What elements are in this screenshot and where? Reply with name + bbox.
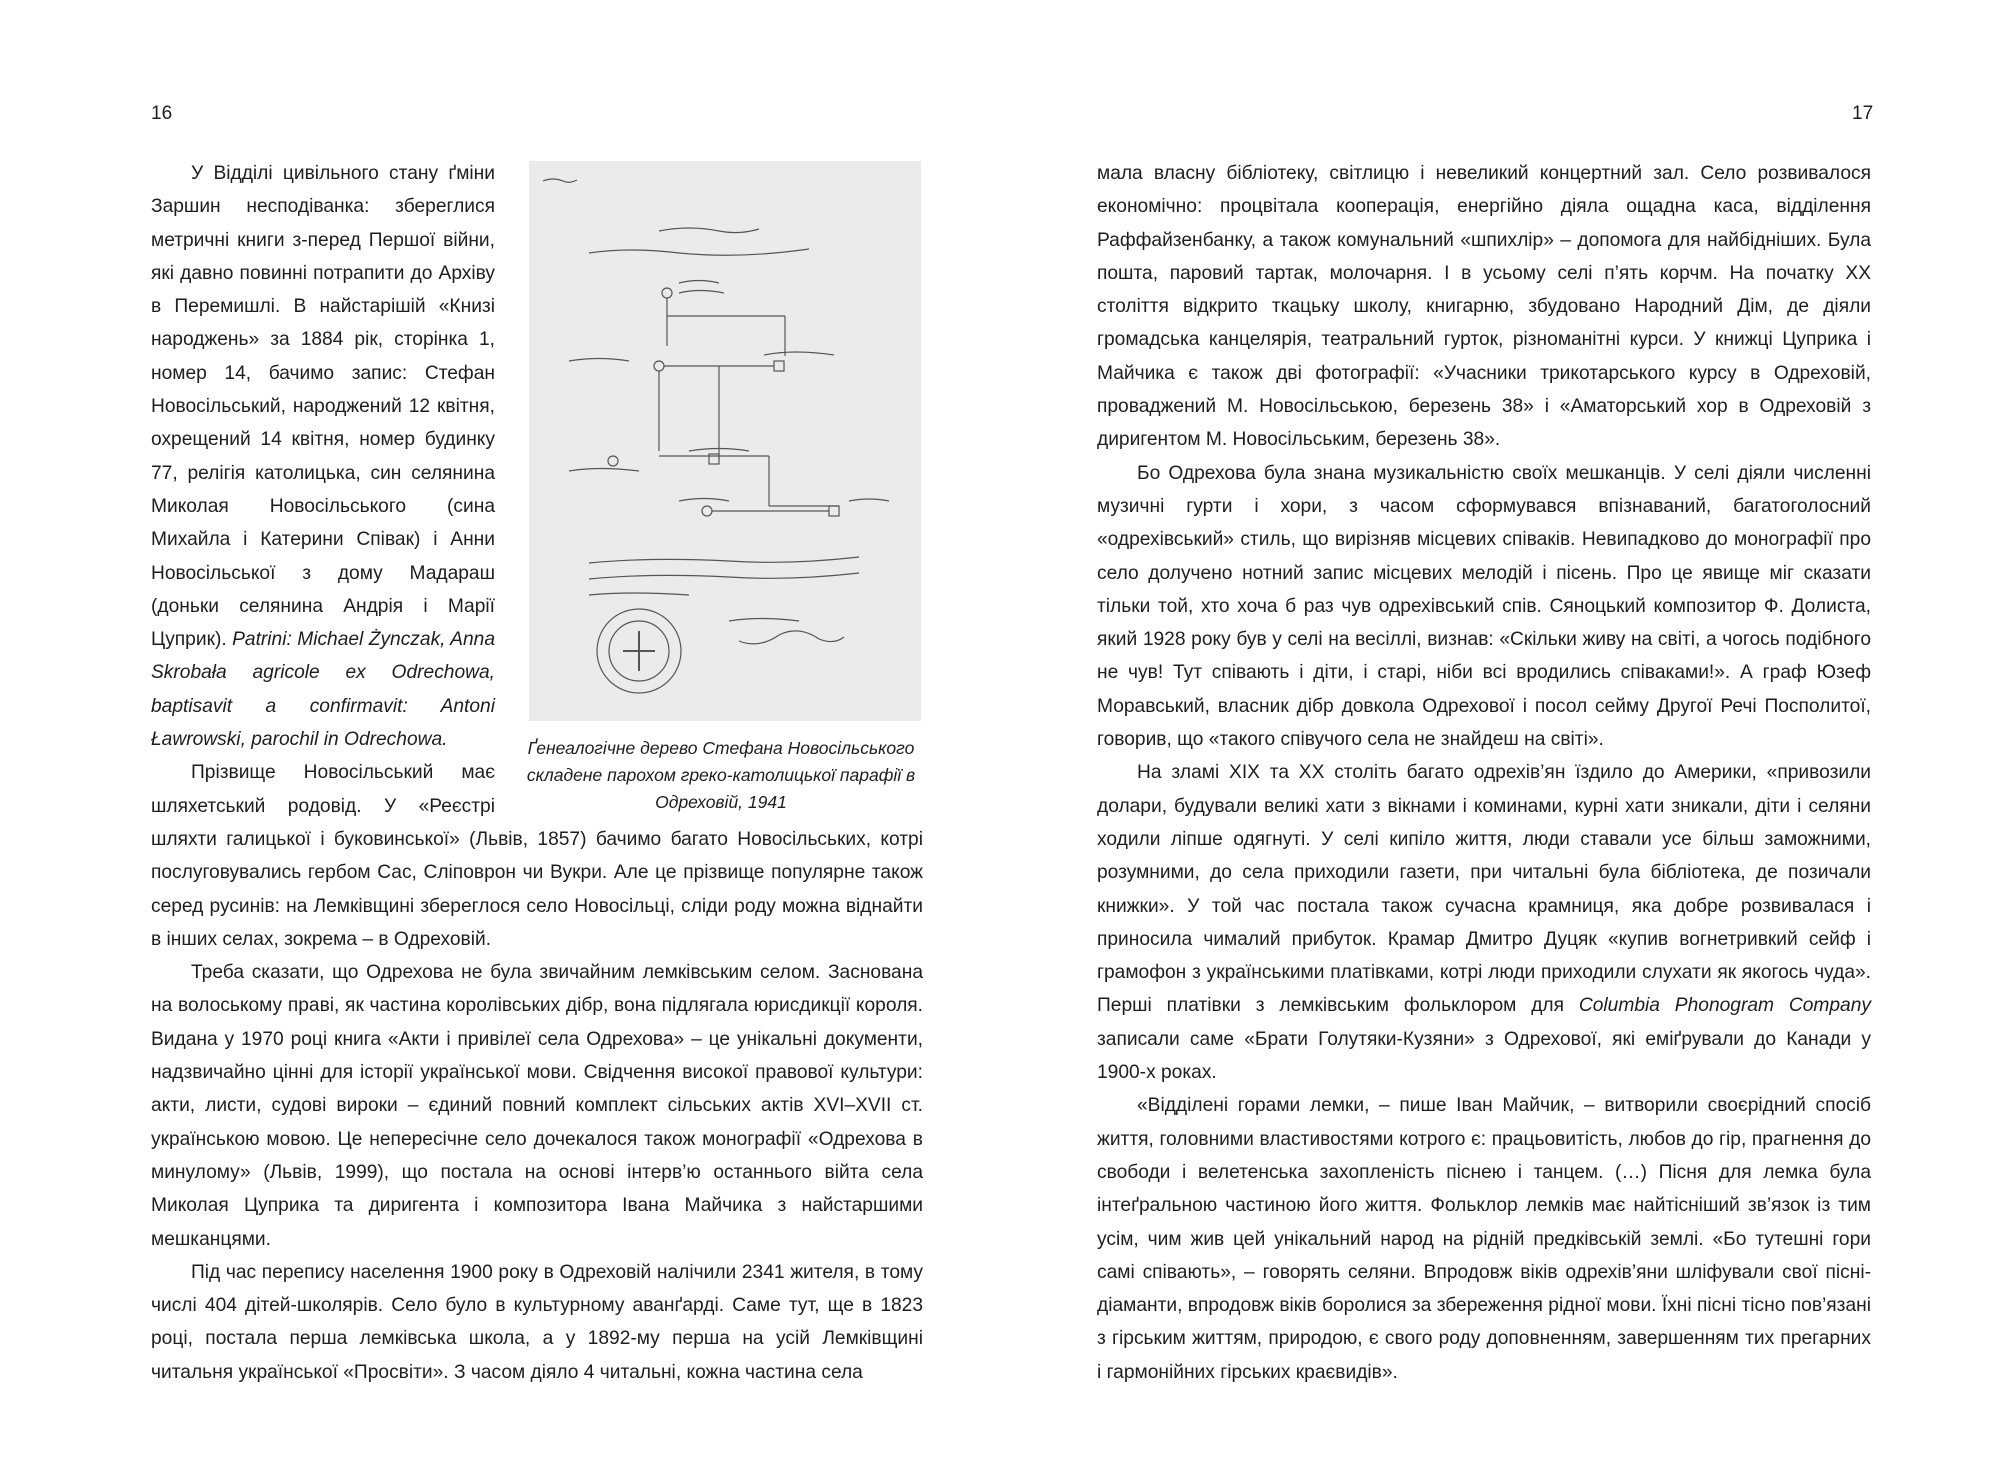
page-number-right: 17 — [1852, 103, 1874, 124]
right-page-column — [1097, 157, 1871, 1389]
right-paragraph-3-end: записали саме «Брати Голутяки-Кузяни» з Одрехової, які еміґрували до Канади у 1900-х роках. — [1097, 1028, 1871, 1084]
left-page-column — [151, 157, 923, 1389]
right-paragraph-3 — [1097, 756, 1871, 1089]
left-paragraph-2: Прізвище Новосільський має шляхетський родовід. У «Реєстрі шляхти галицької і буковинської» (Львів, 1857) бачимо багато Новосільських, котрі послуговувались гербом Сас, Сліповрон чи Вукри. Але це прізвище популярне також серед русинів: на Лемківщині збереглося село Новосільці, сліди роду можна віднайти в інших селах, зокрема – в Одреховій. — [151, 762, 923, 950]
left-paragraph-3: Треба сказати, що Одрехова не була звичайним лемківським селом. Заснована на волоському праві, як частина королівських дібр, вона підлягала юрисдикції короля. Видана у 1970 році книга «Акти і привілеї села Одрехова» – це унікальні документи, надзвичайно цінні для історії української мови. Свідчення високої правової культури: акти, листи, судові вироки – єдиний повний комплект сільських актів XVI–XVII ст. українською мовою. Це непересічне село дочекалося також монографії «Одрехова в минулому» (Львів, 1999), що постала на основі інтерв’ю останнього війта села Миколая Цуприка та диригента і композитора Івана Майчика з найстаршими мешканцями. — [151, 962, 923, 1250]
latin-baptism-record: Patrini: Michael Żynczak, Anna Skrobała agricole ex Odrechowa, baptisavit a confirmavit: Antoni Ławrowski, parochil in Odrechowa. — [151, 629, 495, 751]
right-paragraph-3-start: На зламі XIX та XX століть багато одрехів’ян їздило до Америки, «привозили долари, будували великі хати з вікнами і коминами, курні хати зникали, діти і селяни ходили ліпше одягнуті. У селі кипіло життя, люди ставали усе більш заможними, розумними, до села приходили газети, при читальні була бібліотека, де позичали книжки». У той час постала також сучасна крамниця, яка добре розвивалася і приносила чималий прибуток. Крамар Дмитро Дуцяк «купив вогнетривкий сейф і грамофон з українськими платівками, котрі люди приходили слухати як якогось чуда». Перші платівки з лемківським фольклором для — [1097, 762, 1871, 1017]
left-paragraph-1-text: У Відділі цивільного стану ґміни Заршин несподіванка: збереглися метричні книги з-перед Першої війни, які давно повинні потрапити до Архіву в Перемишлі. В найстарішій «Книзі народжень» за 1884 рік, сторінка 1, номер 14, бачимо запис: Стефан Новосільський, народжений 12 квітня, охрещений 14 квітня, номер будинку 77, релігія католицька, син селянина Миколая Новосільського (сина Михайла і Катерини Співак) і Анни Новосільської з дому Мадараш (доньки селянина Андрія і Марії Цуприк). — [151, 163, 495, 651]
record-company-name: Columbia Phonogram Company — [1578, 995, 1871, 1017]
right-paragraph-4: «Відділені горами лемки, – пише Іван Майчик, – витворили своєрідний спосіб життя, головними властивостями котрого є: працьовитість, любов до гір, прагнення до свободи і велетенська захопленість піснею і танцем. (…) Пісня для лемка була інтеґральною частиною його життя. Фольклор лемків має найтісніший зв’язок із тим усім, чим жив цей унікальний народ на рідній предківській землі. «Бо тутешні гори самі співають», – говорять селяни. Впродовж віків одрехів’яни шліфували свої пісні-діаманти, впродовж віків боролися за збереження рідної мови. Їхні пісні тісно пов’язані з гірським життям, природою, є свого роду доповненням, завершенням тих прегарних і гармонійних гірських краєвидів». — [1097, 1095, 1871, 1383]
figure-caption-line-1: Ґенеалогічне дерево Стефана Новосільського — [527, 738, 915, 758]
figure-caption — [519, 735, 923, 816]
genealogy-document-photo — [529, 161, 921, 721]
left-paragraph-4: Під час перепису населення 1900 року в Одреховій налічили 2341 жителя, в тому числі 404 дітей-школярів. Село було в культурному аванґарді. Саме тут, ще в 1823 році, постала перша лемківська школа, а у 1892-му перша на усій Лемківщині читальня української «Просвіти». З часом діяло 4 читальні, кожна частина села — [151, 1261, 923, 1383]
genealogy-figure — [513, 157, 923, 816]
figure-caption-line-3: Одреховій, 1941 — [655, 792, 787, 812]
right-paragraph-2: Бо Одрехова була знана музикальністю своїх мешканців. У селі діяли численні музичні гурти і хори, з часом сформувався впізнаваний, багатоголосний «одрехівський» стиль, що вирізняв місцевих співаків. Невипадково до монографії про село долучено нотний запис місцевих мелодій і пісень. Про це явище міг сказати тільки той, хто хоча б раз чув одрехівський спів. Сяноцький композитор Ф. Долиста, який 1928 року був у селі на весіллі, визнав: «Скільки живу на світі, а чогось подібного не чув! Тут співають і діти, і старі, ніби всі вродились співаками!». А граф Юзеф Моравський, власник дібр довкола Одрехової і посол сейму Другої Речі Посполитої, говорив, що «такого співучого села не знайдеш на світі». — [1097, 462, 1871, 751]
figure-caption-line-2: складене парохом греко-католицької парафії в — [526, 765, 916, 785]
page-number-left: 16 — [151, 103, 173, 124]
genealogy-tree-drawing — [529, 161, 921, 721]
right-paragraph-1: мала власну бібліотеку, світлицю і невеликий концертний зал. Село розвивалося економічно: процвітала кооперація, енергійно діяла ощадна каса, відділення Раффайзенбанку, а також комунальний «шпихлір» – допомога для найбідніших. Була пошта, паровий тартак, молочарня. І в усьому селі п’ять корчм. На початку XX століття відкрито ткацьку школу, книгарню, збудовано Народний Дім, де діяли громадська канцелярія, театральний гурток, різноманітні курси. У книжці Цуприка і Майчика є також дві фотографії: «Учасники трикотарського курсу в Одреховій, проваджений М. Новосільською, березень 38» і «Аматорський хор в Одреховій з диригентом М. Новосільським, березень 38». — [1097, 163, 1871, 451]
